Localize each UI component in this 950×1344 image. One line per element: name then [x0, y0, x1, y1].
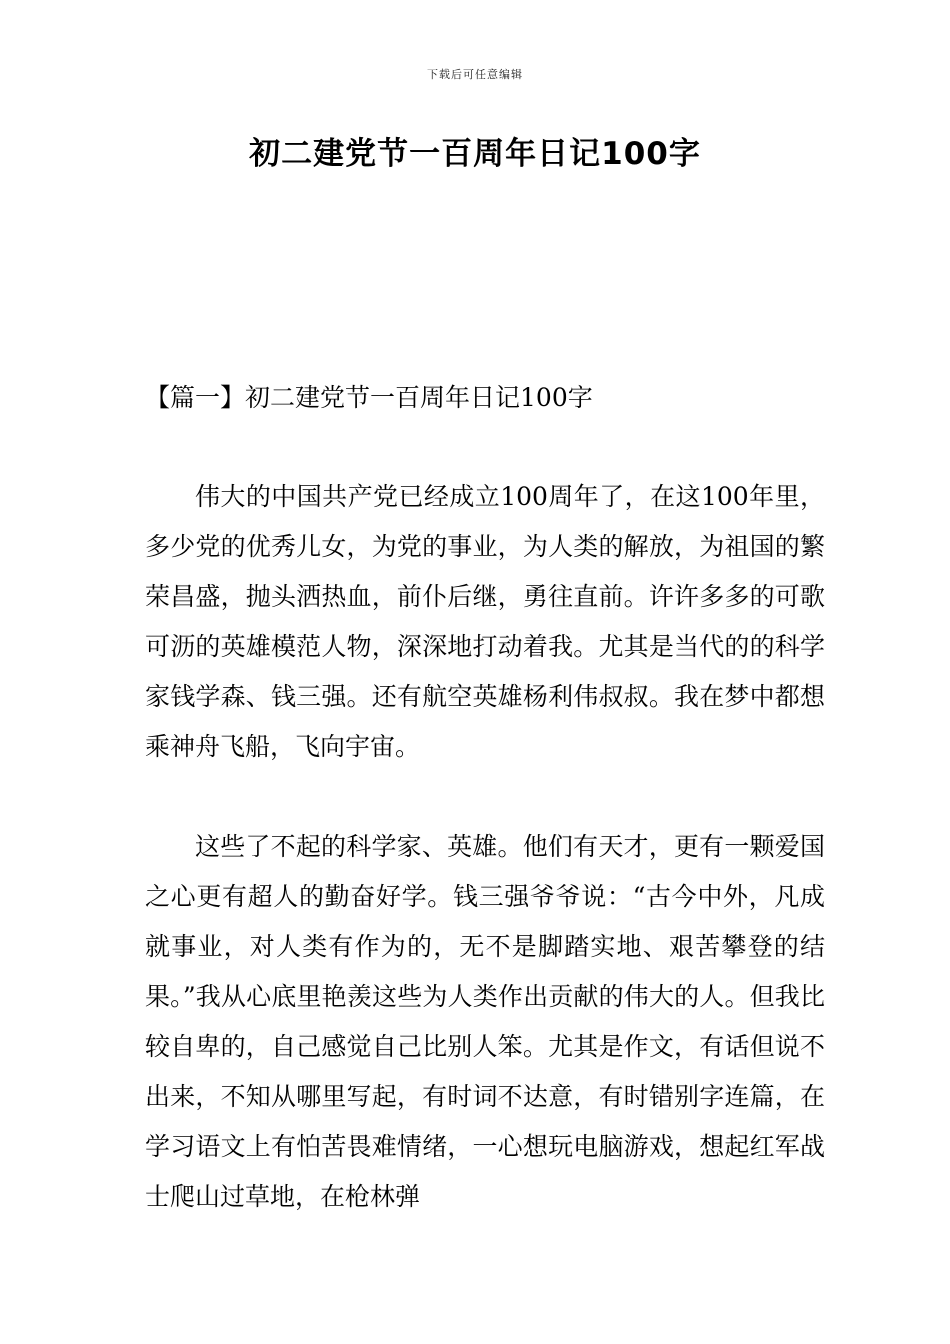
paragraph-1: 伟大的中国共产党已经成立100周年了，在这100年里，多少党的优秀儿女，为党的事业，为人类的解放，为祖国的繁荣昌盛，抛头洒热血，前仆后继，勇往直前。许许多多的可歌可沥的英雄模范人物，深深地打动着我。尤其是当代的的科学家钱学森、钱三强。还有航空英雄杨利伟叔叔。我在梦中都想乘神舟飞船，飞向宇宙。 — [145, 482, 825, 761]
document-title: 初二建党节一百周年日记100字 — [249, 136, 701, 172]
paragraph-2: 这些了不起的科学家、英雄。他们有天才，更有一颗爱国之心更有超人的勤奋好学。钱三强爷爷说：“古今中外，凡成就事业，对人类有作为的，无不是脚踏实地、艰苦攀登的结果。”我从心底里艳羡这些为人类作出贡献的伟大的人。但我比较自卑的，自己感觉自己比别人笨。尤其是作文，有话但说不出来，不知从哪里写起，有时词不达意，有时错别字连篇，在学习语文上有怕苦畏难情绪，一心想玩电脑游戏，想起红军战士爬山过草地，在枪林弹 — [145, 832, 825, 1211]
section-heading: 【篇一】初二建党节一百周年日记100字 — [145, 383, 593, 412]
header-note: 下载后可任意编辑 — [427, 68, 523, 81]
